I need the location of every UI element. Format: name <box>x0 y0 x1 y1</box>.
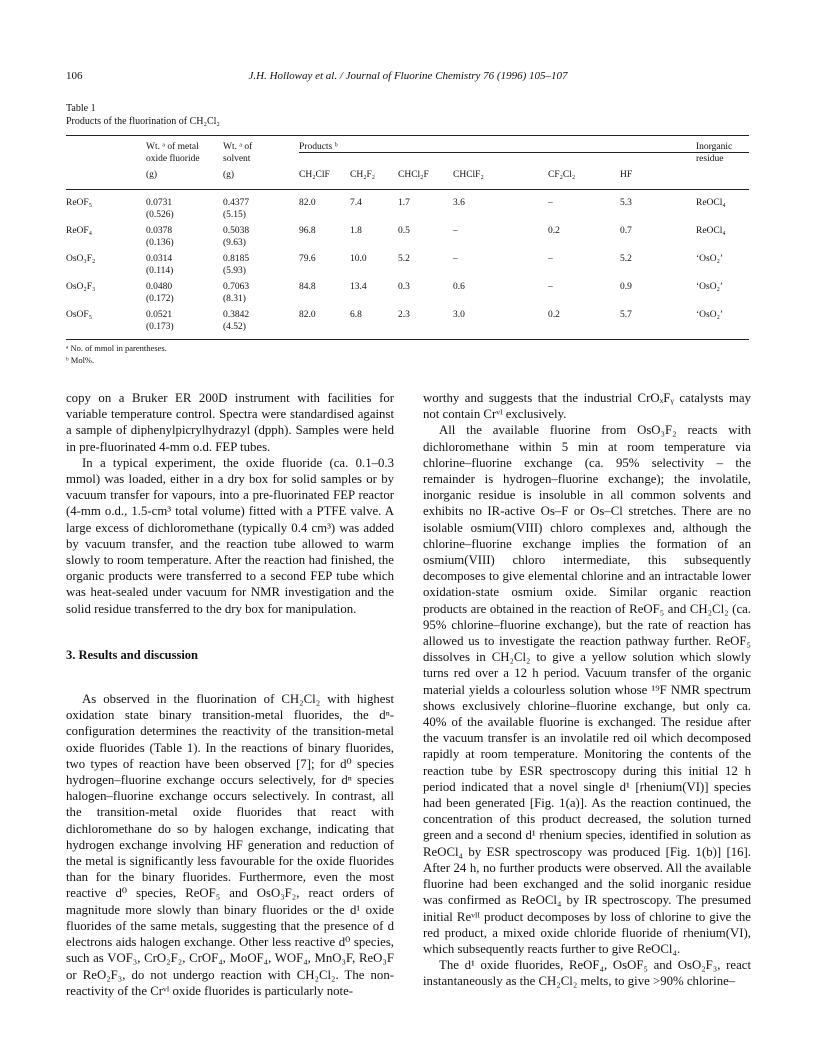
row-mmol-metal: (0.172) <box>146 294 174 304</box>
header-product-col: HF <box>620 170 633 180</box>
paragraph: worthy and suggests that the industrial CrOₓFᵧ catalysts may not contain Crᵛᴵ exclusively. <box>423 391 751 422</box>
row-wt-metal: 0.0480 <box>146 282 173 292</box>
row-residue: ‘OsO₂’ <box>696 310 724 320</box>
row-wt-solvent: 0.8185 <box>223 254 250 264</box>
row-product-value: 5.2 <box>620 254 632 264</box>
header-wt-metal-2: oxide fluoride <box>146 154 200 164</box>
row-product-value: – <box>453 226 458 236</box>
row-product-value: – <box>453 254 458 264</box>
row-product-value: 0.5 <box>398 226 410 236</box>
row-product-value: 0.2 <box>548 310 560 320</box>
header-product-col: CHCl₂F <box>398 170 429 180</box>
row-product-value: 0.7 <box>620 226 632 236</box>
table-label: Table 1 <box>66 103 96 114</box>
row-compound: ReOF₄ <box>66 226 93 236</box>
paragraph: The d¹ oxide fluorides, ReOF₄, OsOF₅ and OsO₂F₃, react instantaneously as the CH₂Cl₂ melts, to give >90% chlorine– <box>423 958 751 989</box>
row-product-value: 5.2 <box>398 254 410 264</box>
row-wt-metal: 0.0731 <box>146 198 173 208</box>
header-wt-metal-3: (g) <box>146 170 158 180</box>
row-product-value: 82.0 <box>299 310 316 320</box>
row-residue: ReOCl₄ <box>696 226 726 236</box>
right-column <box>423 390 751 990</box>
header-inorganic-2: residue <box>696 154 724 164</box>
running-header <box>66 70 750 84</box>
header-product-col: CHClF₂ <box>453 170 484 180</box>
header-wt-metal-1: Wt. ᵃ of metal <box>146 142 199 152</box>
row-product-value: 1.7 <box>398 198 410 208</box>
table-bottom-rule <box>66 339 749 340</box>
paragraph: All the available fluorine from OsO₃F₂ reacts with dichloromethane within 5 min at room temperature via chlorine–fluorine exchange (ca. 95% selectivity – the remainder is hydrogen–fluorine exchange); the involatile, inorganic residue is insoluble in all common solvents and exhibits no IR-active Os–F or Os–Cl stretches. There are no isolable osmium(VIII) chloro complexes and, although the chlorine–fluorine exchange implies the formation of an osmium(VIII) chloro intermediate, this subsequently decomposes to give elemental chlorine and an intractable lower oxidation-state osmium oxide. Similar organic reaction products are obtained in the reaction of ReOF₅ and CH₂Cl₂ (ca. 95% chlorine–fluorine exchange), but the rate of reaction has allowed us to investigate the reaction pathway further. ReOF₅ dissolves in CH₂Cl₂ to give a yellow solution which slowly turns red over a 12 h period. Vacuum transfer of the organic material yields a colourless solution whose ¹⁹F NMR spectrum shows exclusively chlorine–fluorine exchange, but only ca. 40% of the available fluorine is exchanged. The residue after the vacuum transfer is an involatile red oil which decomposed rapidly at room temperature. Monitoring the contents of the reaction tube by ESR spectroscopy during this initial 12 h period indicated that a novel single d¹ [rhenium(VI)] species had been generated [Fig. 1(a)]. As the reaction continued, the concentration of this product decreased, the solution turned green and a second d¹ rhenium species, identified in solution as ReOCl₄ by ESR spectroscopy was produced [Fig. 1(b)] [16]. After 24 h, no further products were observed. All the available fluorine had been exchanged and the solid inorganic residue was confirmed as ReOCl₄ by IR spectroscopy. The presumed initial Reᵛᴵᴵ product decomposes by loss of chlorine to give the red product, a mixed oxide chloride fluoride of rhenium(VI), which subsequently reacts further to give ReOCl₄. <box>423 423 751 956</box>
row-compound: OsOF₅ <box>66 310 93 320</box>
section-heading: 3. Results and discussion <box>66 647 198 662</box>
row-product-value: 0.9 <box>620 282 632 292</box>
row-product-value: 3.0 <box>453 310 465 320</box>
row-mmol-solvent: (4.52) <box>223 322 246 332</box>
row-product-value: 6.8 <box>350 310 362 320</box>
header-wt-solvent-2: solvent <box>223 154 251 164</box>
row-product-value: 5.3 <box>620 198 632 208</box>
row-product-value: – <box>548 254 553 264</box>
row-product-value: 82.0 <box>299 198 316 208</box>
row-compound: OsO₃F₂ <box>66 254 96 264</box>
products-rule <box>299 152 749 153</box>
header-product-col: CH₂F₂ <box>350 170 376 180</box>
row-mmol-solvent: (5.93) <box>223 266 246 276</box>
row-wt-solvent: 0.4377 <box>223 198 250 208</box>
row-product-value: 7.4 <box>350 198 362 208</box>
row-wt-solvent: 0.7063 <box>223 282 250 292</box>
header-inorganic-1: Inorganic <box>696 142 733 152</box>
row-compound: OsO₂F₃ <box>66 282 96 292</box>
header-wt-solvent-3: (g) <box>223 170 235 180</box>
row-mmol-solvent: (5.15) <box>223 210 246 220</box>
row-product-value: 10.0 <box>350 254 367 264</box>
header-wt-solvent-1: Wt. ᵃ of <box>223 142 253 152</box>
row-wt-solvent: 0.5038 <box>223 226 250 236</box>
row-residue: ReOCl₄ <box>696 198 726 208</box>
journal-citation: J.H. Holloway et al. / Journal of Fluorine Chemistry 76 (1996) 105–107 <box>248 70 568 82</box>
header-product-col: CH₂ClF <box>299 170 330 180</box>
paragraph: copy on a Bruker ER 200D instrument with facilities for variable temperature control. Spectra were standardised against a sample of diphenylpicrylhydrazyl (dpph). Samples were held in pre-fluorinated 4-mm o.d. FEP tubes. <box>66 391 394 454</box>
table-title: Products of the fluorination of CH₂Cl₂ <box>66 116 220 127</box>
row-product-value: 2.3 <box>398 310 410 320</box>
row-product-value: 96.8 <box>299 226 316 236</box>
row-product-value: 5.7 <box>620 310 632 320</box>
table-top-rule <box>66 135 749 136</box>
row-wt-solvent: 0.3842 <box>223 310 250 320</box>
row-product-value: 0.2 <box>548 226 560 236</box>
row-mmol-metal: (0.114) <box>146 266 174 276</box>
page-number: 106 <box>66 70 83 82</box>
row-residue: ‘OsO₂’ <box>696 254 724 264</box>
row-residue: ‘OsO₂’ <box>696 282 724 292</box>
row-wt-metal: 0.0314 <box>146 254 173 264</box>
row-mmol-solvent: (9.63) <box>223 238 246 248</box>
row-product-value: 1.8 <box>350 226 362 236</box>
header-products: Products ᵇ <box>299 142 338 152</box>
row-product-value: 79.6 <box>299 254 316 264</box>
row-mmol-solvent: (8.31) <box>223 294 246 304</box>
row-product-value: 84.8 <box>299 282 316 292</box>
row-product-value: 3.6 <box>453 198 465 208</box>
table-footnote: ᵇ Mol%. <box>66 355 95 365</box>
row-product-value: – <box>548 282 553 292</box>
row-wt-metal: 0.0521 <box>146 310 173 320</box>
row-wt-metal: 0.0378 <box>146 226 173 236</box>
row-compound: ReOF₅ <box>66 198 93 208</box>
row-product-value: 13.4 <box>350 282 367 292</box>
header-product-col: CF₂Cl₂ <box>548 170 576 180</box>
paragraph: As observed in the fluorination of CH₂Cl₂ with highest oxidation state binary transition-metal fluorides, the dⁿ-configuration determines the reactivity of the transition-metal oxide fluorides (Table 1). In the reactions of binary fluorides, two types of reaction have been observed [7]; for d⁰ species hydrogen–fluorine exchange occurs selectively, for dⁿ species halogen–fluorine exchange occurs selectively. In contrast, all the transition-metal oxide fluorides that react with dichloromethane do so by halogen exchange, indicating that hydrogen exchange involving HF generation and reduction of the metal is significantly less favourable for the oxide fluorides than for the binary fluorides. Furthermore, even the most reactive d⁰ species, ReOF₅ and OsO₃F₂, react orders of magnitude more slowly than binary fluorides or the d¹ oxide fluorides of the same metals, suggesting that the presence of d electrons aids halogen exchange. Other less reactive d⁰ species, such as VOF₃, CrO₂F₂, CrOF₄, MoOF₄, WOF₄, MnO₃F, ReO₃F or ReO₂F₃, do not undergo reaction with CH₂Cl₂. The non-reactivity of the Crᵛᴵ oxide fluorides is particularly note- <box>66 692 394 998</box>
row-product-value: 0.6 <box>453 282 465 292</box>
row-product-value: – <box>548 198 553 208</box>
row-mmol-metal: (0.136) <box>146 238 174 248</box>
table-caption <box>66 102 220 128</box>
table-header-rule <box>66 189 749 190</box>
row-mmol-metal: (0.526) <box>146 210 174 220</box>
left-column <box>66 390 394 999</box>
row-mmol-metal: (0.173) <box>146 322 174 332</box>
row-product-value: 0.3 <box>398 282 410 292</box>
paragraph: In a typical experiment, the oxide fluoride (ca. 0.1–0.3 mmol) was loaded, either in a dry box for solid samples or by vacuum transfer for vapours, into a pre-fluorinated FEP reactor (4-mm o.d., 1.5-cm³ total volume) fitted with a PTFE valve. A large excess of dichloromethane (typically 0.4 cm³) was added by vacuum transfer, and the reaction tube allowed to warm slowly to room temperature. After the reaction had finished, the organic products were transferred to a second FEP tube which was heat-sealed under vacuum for NMR investigation and the solid residue transferred to the dry box for manipulation. <box>66 455 394 616</box>
table-footnote: ᵃ No. of mmol in parentheses. <box>66 343 167 353</box>
